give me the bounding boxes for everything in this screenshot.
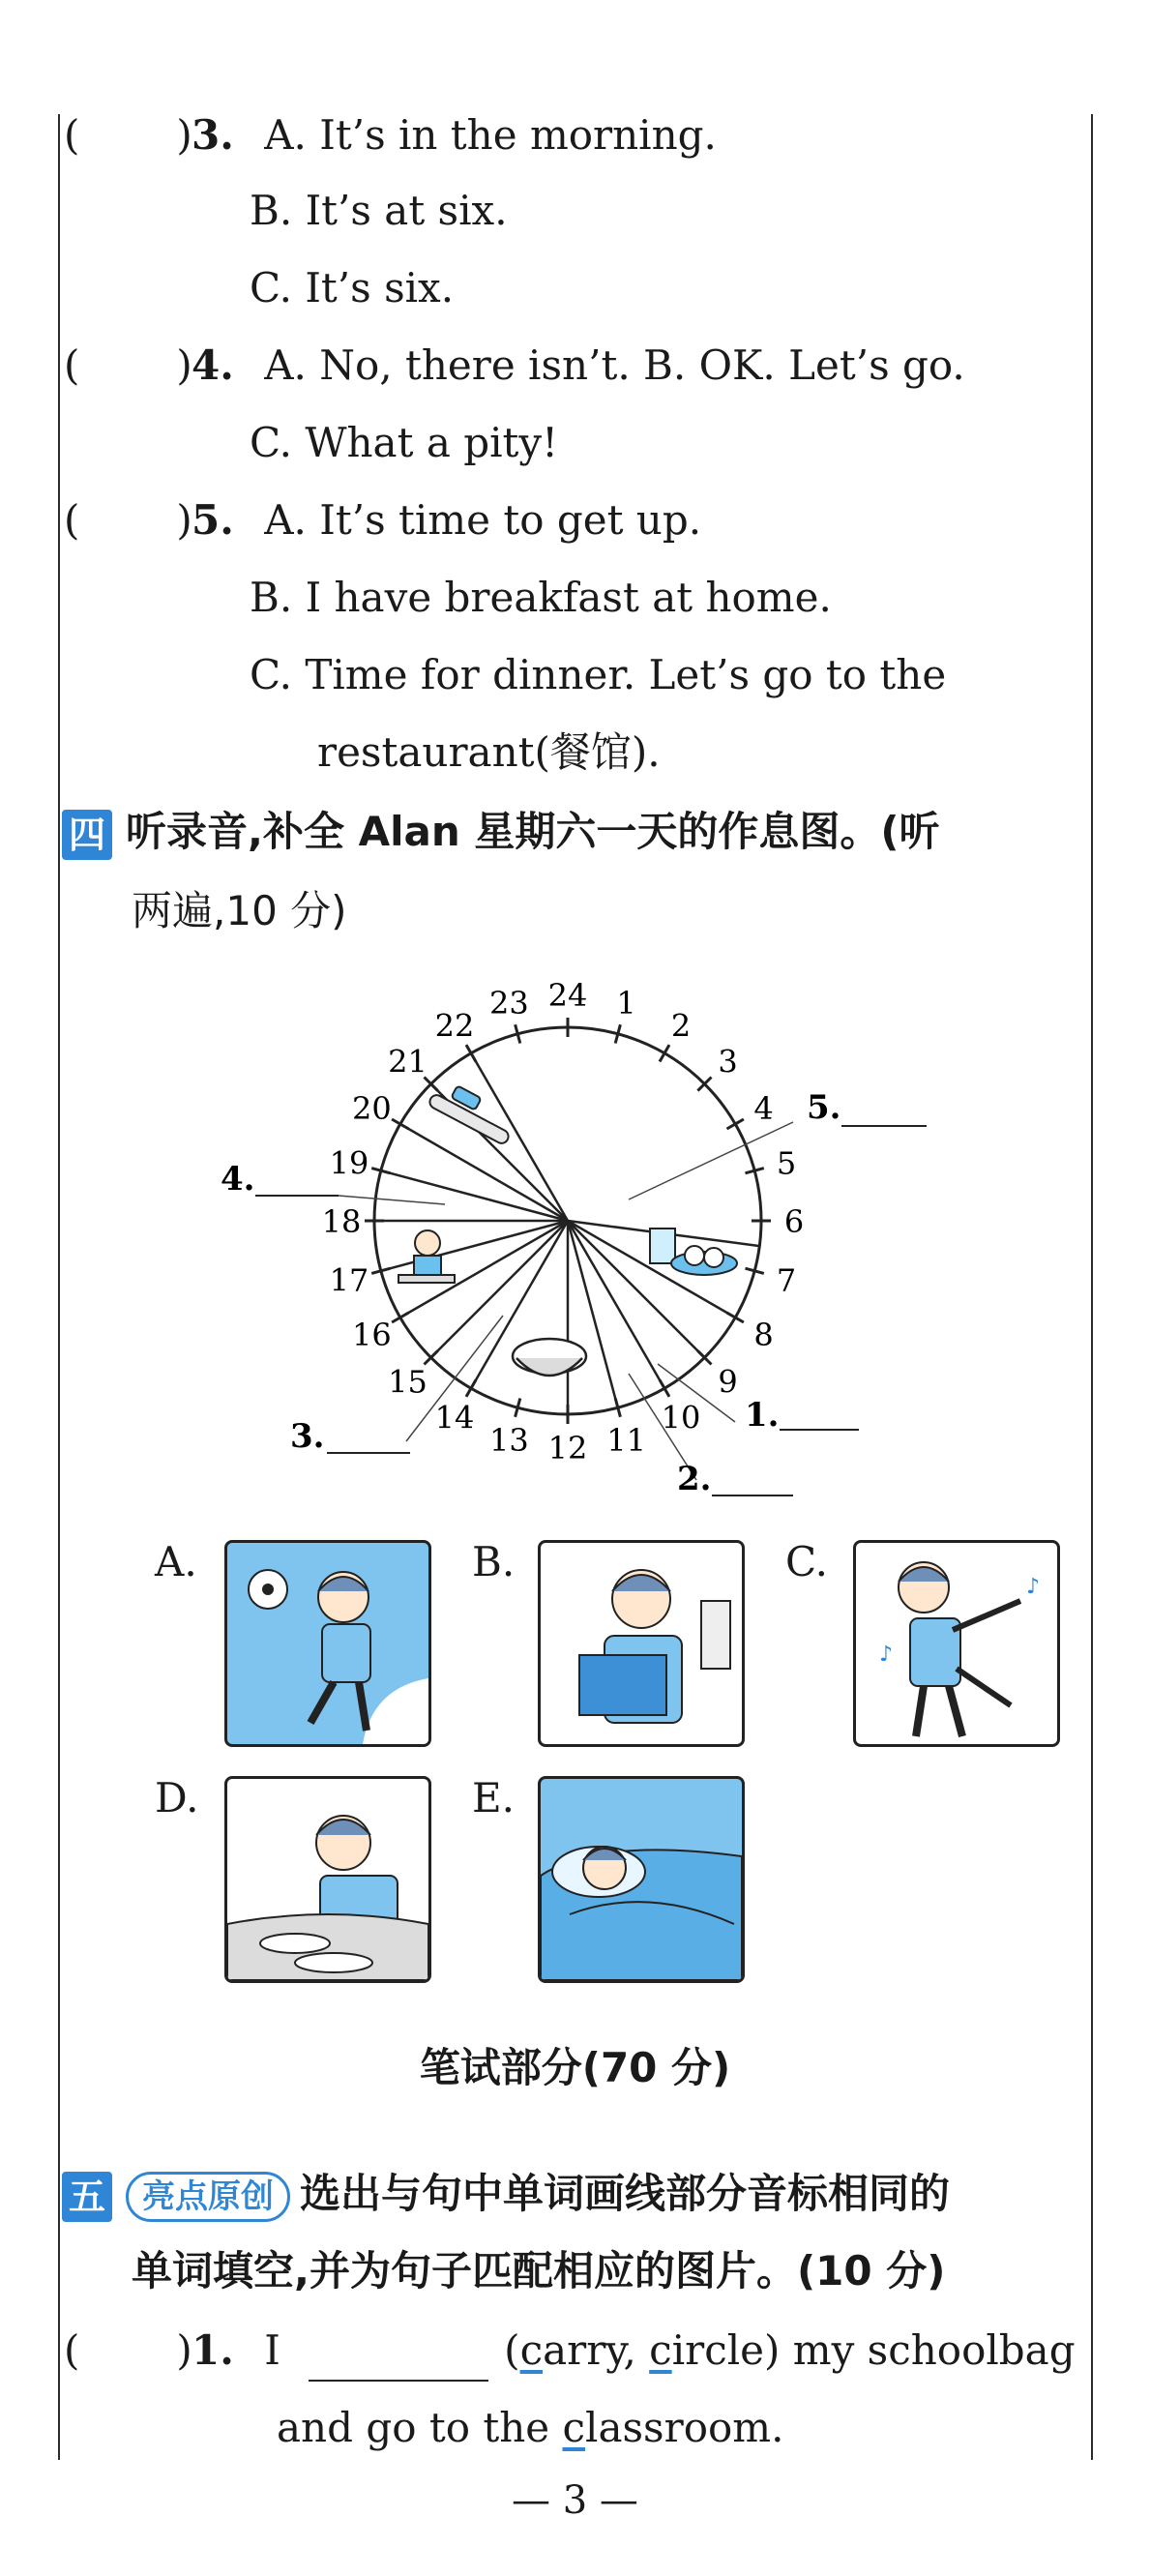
clock-hour-label: 22 <box>434 1007 475 1045</box>
question-3-line-a <box>64 106 717 164</box>
svg-text:3.: 3. <box>290 1417 325 1456</box>
question-3-option-c: C. It’s six. <box>250 264 455 311</box>
blank-label-3 <box>290 1417 410 1456</box>
answer-bracket[interactable]: ( ) <box>64 2326 192 2374</box>
blank-label-5 <box>807 1088 927 1127</box>
clock-hour-label: 12 <box>547 1430 588 1466</box>
sentence-start: I <box>264 2326 280 2374</box>
question-number: 1. <box>192 2326 234 2374</box>
section-4-heading-cont: 两遍,10 分) <box>132 887 347 934</box>
daily-schedule-clock <box>0 967 1150 1548</box>
svg-text:5.: 5. <box>807 1088 841 1127</box>
picture-e[interactable] <box>538 1776 745 1983</box>
clock-hour-label: 4 <box>753 1090 774 1127</box>
clock-hour-label: 19 <box>329 1144 369 1182</box>
picture-label-e: E. <box>472 1774 516 1821</box>
breakfast-icon <box>650 1229 737 1275</box>
original-highlight-badge: 亮点原创 <box>126 2172 290 2222</box>
blank-label-4 <box>221 1160 339 1199</box>
fill-in-blank[interactable] <box>309 2322 488 2382</box>
question-number: 4. <box>192 341 234 389</box>
section-number-badge: 四 <box>62 810 112 860</box>
reading-boy-illustration <box>541 1543 742 1744</box>
question-5-option-c: C. Time for dinner. Let’s go to the <box>250 651 947 698</box>
blank-label-1 <box>745 1396 859 1435</box>
clock-hour-label: 21 <box>388 1043 428 1081</box>
clock-hour-label: 23 <box>489 985 529 1022</box>
boy-studying-icon <box>398 1230 455 1283</box>
sleeping-boy-illustration <box>541 1779 742 1980</box>
clock-hour-label: 10 <box>661 1399 701 1436</box>
answer-bracket[interactable]: ( ) <box>64 341 192 389</box>
clock-hour-label: 14 <box>434 1399 475 1436</box>
svg-text:4.: 4. <box>221 1160 255 1199</box>
clock-divider-line <box>381 1221 568 1271</box>
svg-text:1.: 1. <box>745 1396 780 1435</box>
clock-hour-label: 9 <box>718 1363 738 1401</box>
svg-text:♪: ♪ <box>1026 1575 1041 1599</box>
section-4-heading <box>62 803 940 861</box>
clock-hour-label: 17 <box>329 1261 369 1299</box>
question-5-option-b: B. I have breakfast at home. <box>250 574 832 621</box>
question-5-option-c-cont: restaurant(餐馆). <box>317 728 661 776</box>
clock-hour-label: 11 <box>606 1422 646 1459</box>
question-number: 3. <box>192 111 234 159</box>
option-a: A. It’s in the morning. <box>264 111 717 159</box>
clock-hour-label: 6 <box>783 1203 805 1240</box>
clock-hour-label: 2 <box>670 1007 692 1045</box>
clock-hour-label: 16 <box>352 1317 392 1353</box>
section-instruction: 选出与句中单词画线部分音标相同的 <box>300 2170 951 2217</box>
section-5-heading-cont: 单词填空,并为句子匹配相应的图片。(10 分) <box>132 2247 946 2295</box>
question-number: 5. <box>192 496 234 544</box>
leader-line <box>629 1122 793 1199</box>
section-5-question-1: ( )1. I (carry, circle) my schoolbag <box>64 2322 1076 2382</box>
clock-hour-label: 13 <box>489 1422 529 1459</box>
written-part-title: 笔试部分(70 分) <box>419 2044 731 2091</box>
question-3-option-b: B. It’s at six. <box>250 187 508 234</box>
svg-text:2.: 2. <box>677 1460 712 1498</box>
clock-hour-label: 24 <box>547 977 588 1014</box>
eating-boy-illustration <box>227 1779 428 1980</box>
picture-label-b: B. <box>472 1538 516 1585</box>
football-boy-illustration <box>227 1543 428 1744</box>
picture-label-a: A. <box>155 1538 197 1585</box>
question-4-option-c: C. What a pity! <box>250 419 559 466</box>
svg-text:♪: ♪ <box>879 1643 894 1667</box>
dancing-boy-illustration <box>856 1543 1057 1744</box>
section-instruction: 听录音,补全 Alan 星期六一天的作息图。(听 <box>126 808 940 855</box>
picture-label-c: C. <box>785 1538 828 1585</box>
option-a: A. It’s time to get up. <box>264 496 702 544</box>
clock-hour-label: 8 <box>753 1317 774 1353</box>
clock-hour-label: 18 <box>321 1203 362 1240</box>
picture-d[interactable] <box>224 1776 431 1983</box>
page-number: — 3 — <box>512 2478 638 2523</box>
underlined-letter: c <box>562 2404 586 2451</box>
blank-label-2 <box>677 1460 793 1498</box>
question-5-line-a <box>64 491 701 549</box>
section-5-heading <box>62 2165 950 2223</box>
answer-bracket[interactable]: ( ) <box>64 111 192 159</box>
noodle-bowl-icon <box>513 1339 586 1376</box>
option-a-b: A. No, there isn’t. B. OK. Let’s go. <box>264 341 965 389</box>
picture-a[interactable] <box>224 1540 431 1747</box>
picture-b[interactable] <box>538 1540 745 1747</box>
section-5-question-1-cont: and go to the classroom. <box>277 2404 784 2451</box>
clock-divider-line <box>381 1170 568 1221</box>
underlined-letter: c <box>519 2326 544 2374</box>
clock-hour-label: 3 <box>718 1043 738 1081</box>
underlined-letter: c <box>649 2326 672 2374</box>
picture-label-d: D. <box>155 1774 199 1821</box>
clock-hour-label: 5 <box>776 1144 797 1182</box>
clock-hour-label: 15 <box>388 1363 428 1401</box>
answer-bracket[interactable]: ( ) <box>64 496 192 544</box>
clock-divider-line <box>568 1221 618 1407</box>
question-4-line-a <box>64 337 965 395</box>
clock-hour-label: 20 <box>352 1090 392 1127</box>
clock-hour-label: 7 <box>776 1261 797 1299</box>
section-number-badge: 五 <box>62 2172 112 2222</box>
picture-c[interactable] <box>853 1540 1060 1747</box>
clock-hour-label: 1 <box>616 985 636 1022</box>
